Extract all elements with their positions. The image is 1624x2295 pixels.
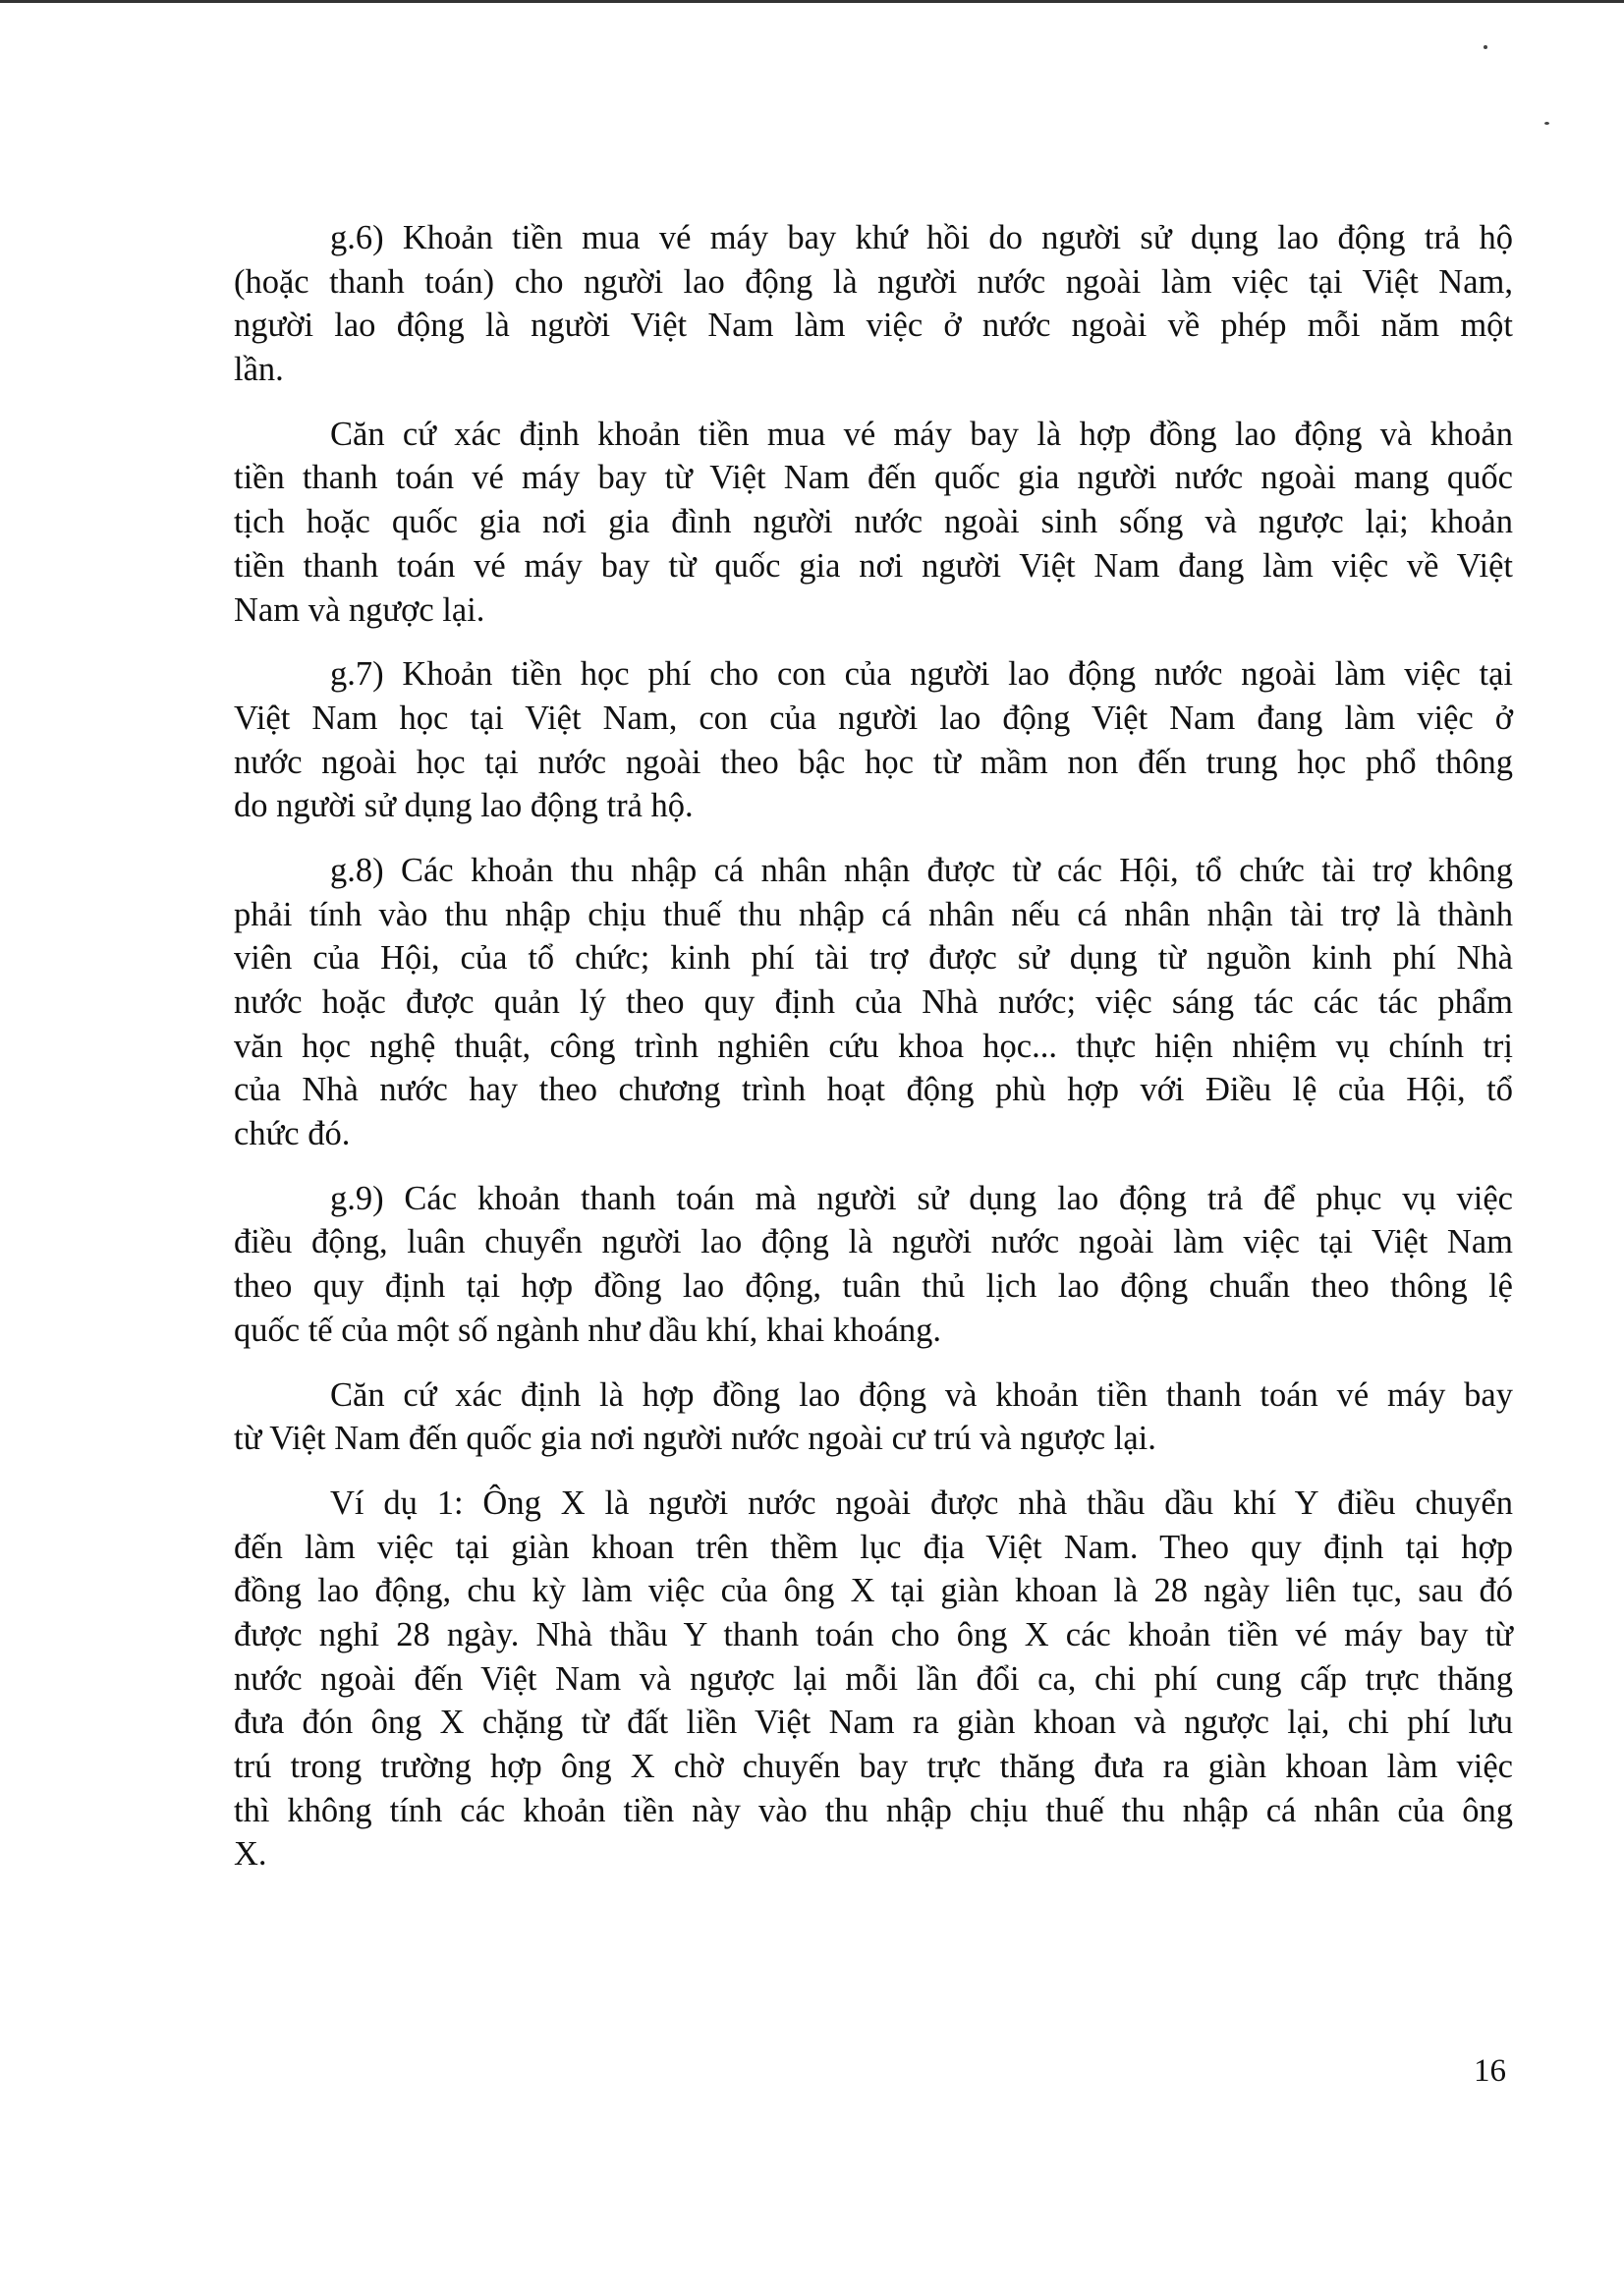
text-line: Căn cứ xác định là hợp đồng lao động và khoản tiền thanh toán vé máy bay xyxy=(330,1375,1513,1414)
text-line: do người sử dụng lao động trả hộ. xyxy=(234,787,694,825)
text-line: phải tính vào thu nhập chịu thuế thu nhập cá nhân nếu cá nhân nhận tài trợ là thành xyxy=(234,895,1513,933)
paragraph xyxy=(234,1177,1513,1353)
text-line: g.6) Khoản tiền mua vé máy bay khứ hồi do người sử dụng lao động trả hộ xyxy=(330,219,1513,256)
text-line: (hoặc thanh toán) cho người lao động là người nước ngoài làm việc tại Việt Nam, xyxy=(234,262,1513,301)
paragraph xyxy=(234,1373,1513,1461)
text-line: văn học nghệ thuật, công trình nghiên cứu khoa học... thực hiện nhiệm vụ chính trị xyxy=(234,1027,1513,1065)
paragraph xyxy=(234,652,1513,828)
text-line: người lao động là người Việt Nam làm việc ở nước ngoài về phép mỗi năm một xyxy=(234,307,1513,345)
text-line: Ví dụ 1: Ông X là người nước ngoài được nhà thầu dầu khí Y điều chuyển xyxy=(330,1483,1513,1522)
paragraph xyxy=(234,849,1513,1156)
text-line: tiền thanh toán vé máy bay từ quốc gia nơi người Việt Nam đang làm việc về Việt xyxy=(234,546,1513,585)
text-line: g.8) Các khoản thu nhập cá nhân nhận được từ các Hội, tổ chức tài trợ không xyxy=(330,851,1513,889)
paragraph xyxy=(234,1482,1513,1876)
text-line: Căn cứ xác định khoản tiền mua vé máy bay là hợp đồng lao động và khoản xyxy=(330,415,1513,453)
scan-edge-line xyxy=(0,0,1624,3)
text-line: tiền thanh toán vé máy bay từ Việt Nam đến quốc gia người nước ngoài mang quốc xyxy=(234,459,1513,497)
text-line: viên của Hội, của tổ chức; kinh phí tài trợ được sử dụng từ nguồn kinh phí Nhà xyxy=(234,939,1513,978)
text-line: từ Việt Nam đến quốc gia nơi người nước ngoài cư trú và ngược lại. xyxy=(234,1420,1156,1458)
text-line: được nghỉ 28 ngày. Nhà thầu Y thanh toán cho ông X các khoản tiền vé máy bay từ xyxy=(234,1615,1513,1653)
text-line: X. xyxy=(234,1835,267,1874)
text-line: Nam và ngược lại. xyxy=(234,590,485,629)
text-line: g.7) Khoản tiền học phí cho con của người lao động nước ngoài làm việc tại xyxy=(330,655,1513,694)
page-number: 16 xyxy=(1474,2053,1506,2089)
paragraph xyxy=(234,216,1513,392)
text-line: đưa đón ông X chặng từ đất liền Việt Nam ra giàn khoan và ngược lại, chi phí lưu xyxy=(234,1704,1513,1742)
text-line: thì không tính các khoản tiền này vào thu nhập chịu thuế thu nhập cá nhân của ông xyxy=(234,1791,1513,1829)
text-line: Việt Nam học tại Việt Nam, con của người lao động Việt Nam đang làm việc ở xyxy=(234,699,1513,737)
text-line: tịch hoặc quốc gia nơi gia đình người nước ngoài sinh sống và ngược lại; khoản xyxy=(234,503,1513,541)
text-line: trú trong trường hợp ông X chờ chuyến bay trực thăng đưa ra giàn khoan làm việc xyxy=(234,1748,1513,1785)
text-line: nước ngoài đến Việt Nam và ngược lại mỗi lần đổi ca, chi phí cung cấp trực thăng xyxy=(234,1659,1513,1698)
text-line: lần. xyxy=(234,351,284,389)
scan-speck xyxy=(1544,122,1549,125)
text-line: đến làm việc tại giàn khoan trên thềm lục địa Việt Nam. Theo quy định tại hợp xyxy=(234,1528,1513,1566)
text-line: nước ngoài học tại nước ngoài theo bậc học từ mầm non đến trung học phổ thông xyxy=(234,743,1513,781)
text-line: quốc tế của một số ngành như dầu khí, khai khoáng. xyxy=(234,1311,942,1349)
scan-speck xyxy=(1484,45,1487,49)
document-body xyxy=(234,216,1513,1897)
text-line: chức đó. xyxy=(234,1115,351,1153)
text-line: của Nhà nước hay theo chương trình hoạt động phù hợp với Điều lệ của Hội, tổ xyxy=(234,1071,1513,1109)
text-line: điều động, luân chuyển người lao động là người nước ngoài làm việc tại Việt Nam xyxy=(234,1223,1513,1261)
text-line: g.9) Các khoản thanh toán mà người sử dụng lao động trả để phục vụ việc xyxy=(330,1179,1513,1217)
text-line: theo quy định tại hợp đồng lao động, tuân thủ lịch lao động chuẩn theo thông lệ xyxy=(234,1267,1513,1306)
paragraph xyxy=(234,413,1513,632)
text-line: nước hoặc được quản lý theo quy định của Nhà nước; việc sáng tác các tác phẩm xyxy=(234,983,1513,1021)
text-line: đồng lao động, chu kỳ làm việc của ông X tại giàn khoan là 28 ngày liên tục, sau đó xyxy=(234,1572,1513,1610)
